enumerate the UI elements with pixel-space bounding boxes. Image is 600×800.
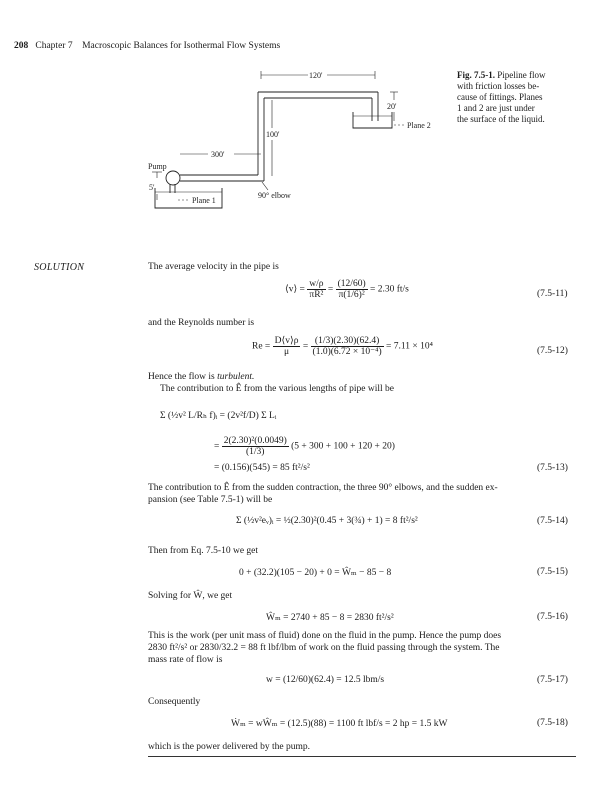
equation-7-5-15: 0 + (32.2)(105 − 20) + 0 = Ŵₘ − 85 − 8 [239,568,392,578]
dim-300: 300' [211,150,225,159]
text-run-italic: turbulent. [217,372,255,382]
eq-number: (7.5-17) [537,675,568,685]
paragraph: The contribution to Ê from the various lengths of pipe will be [160,384,395,394]
paragraph: Solving for Ŵ, we get [148,591,233,601]
end-rule [148,756,576,757]
figure-caption [457,70,592,125]
paragraph: mass rate of flow is [148,655,223,665]
paragraph: This is the work (per unit mass of fluid) done on the fluid in the pump. Hence the pump does [148,631,502,641]
fraction [336,279,368,300]
numerator: 2(2.30)²(0.0049) [223,436,287,446]
caption-line: 1 and 2 are just under [457,103,535,113]
paragraph: Then from Eq. 7.5-10 we get [148,546,259,556]
numerator: w/ρ [309,279,324,289]
eq-number: (7.5-16) [537,612,568,622]
equation-7-5-12: Re = $\frac{D⟨v⟩\rho}{\mu}$ = $\frac{(1/3)(2.30)(62.4)}{\text{(1.0)(6.72 × 10⁻⁴)}}$ = 7.11 × 10⁴ [252,336,433,357]
chapter-label: Chapter 7 [35,41,73,51]
caption-line: the surface of the liquid. [457,114,545,124]
chapter-title: Macroscopic Balances for Isothermal Flow Systems [82,41,281,51]
fraction [222,436,289,457]
fraction [307,279,325,300]
eq-number: (7.5-15) [537,567,568,577]
eq-term: ⟨v⟩ = [285,284,305,295]
denominator: π(1/6)² [338,290,365,300]
equation-7-5-17: w = (12/60)(62.4) = 12.5 lbm/s [266,675,385,685]
equation-7-5-16: Ŵₘ = 2740 + 85 − 8 = 2830 ft²/s² [266,613,394,623]
equation-7-5-18: Ẇₘ = wŴₘ = (12.5)(88) = 1100 ft lbf/s = 2 hp = 1.5 kW [231,719,448,729]
caption-line: cause of fittings. Planes [457,92,543,102]
dim-120: 120' [309,71,323,80]
caption-line: Pipeline flow [497,70,546,80]
numerator: (12/60) [337,279,366,289]
equation-7-5-11: ⟨v⟩ = $\frac{w/\rho}{\text{πR²}}$ = $\frac{(12/60)}{\text{π(1/6)²}}$ = 2.30 ft/s [285,279,409,300]
numerator: D⟨v⟩ρ [274,336,299,346]
paragraph: The contribution to Ê from the sudden contraction, the three 90° elbows, and the sudden ex- [148,483,498,493]
paragraph: pansion (see Table 7.5-1) will be [148,495,273,505]
dim-5: 5' [149,183,155,192]
denominator: (1.0)(6.72 × 10⁻⁴) [312,347,382,357]
eq-term: = 2.30 ft/s [369,284,409,295]
denominator: πR² [309,290,324,300]
equation-7-5-13-line3: = (0.156)(545) = 85 ft²/s² [214,463,310,473]
plane-2-label: Plane 2 [407,121,431,130]
paragraph: The average velocity in the pipe is [148,262,279,272]
paragraph: and the Reynolds number is [148,318,255,328]
equation-7-5-13-line1: Σ (½v² L/Rₕ f)ᵢ = (2v²f/D) Σ Lᵢ [160,411,277,421]
fraction [311,336,384,357]
paragraph: Consequently [148,697,201,707]
elbow-label: 90° elbow [258,191,291,200]
solution-heading: SOLUTION [34,262,85,273]
dim-20: 20' [387,102,397,111]
eq-number: (7.5-12) [537,346,568,356]
eq-term: Re = [252,341,271,352]
page-number: 208 [14,41,29,51]
eq-number: (7.5-13) [537,463,568,473]
eq-term: = 7.11 × 10⁴ [386,341,433,352]
paragraph: which is the power delivered by the pump. [148,742,310,752]
eq-term: (5 + 300 + 100 + 120 + 20) [291,441,395,452]
fraction [273,336,301,357]
equation-7-5-13-line2: = $\frac{\text{2(2.30)²(0.0049)}}{(1/3)}$ (5 + 300 + 100 + 120 + 20) [214,436,395,457]
eq-number: (7.5-18) [537,718,568,728]
eq-number: (7.5-14) [537,516,568,526]
numerator: (1/3)(2.30)(62.4) [311,336,384,347]
paragraph: 2830 ft²/s² or 2830/32.2 = 88 ft lbf/lbm of work on the fluid passing through the system. The [148,643,500,653]
caption-label: Fig. 7.5-1. [457,70,495,80]
pump-label: Pump [148,162,167,171]
plane-1-label: Plane 1 [192,196,216,205]
caption-line: with friction losses be- [457,81,540,91]
tank-2 [353,112,392,128]
text-run: Hence the flow is [148,372,218,382]
equation-7-5-14: Σ (½v²eᵥ)ᵢ = ½(2.30)²(0.45 + 3(¾) + 1) = 8 ft²/s² [236,516,418,526]
paragraph [148,372,254,382]
denominator: (1/3) [246,447,265,457]
eq-number: (7.5-11) [537,289,568,299]
dim-100: 100' [266,130,280,139]
denominator: μ [284,347,290,357]
